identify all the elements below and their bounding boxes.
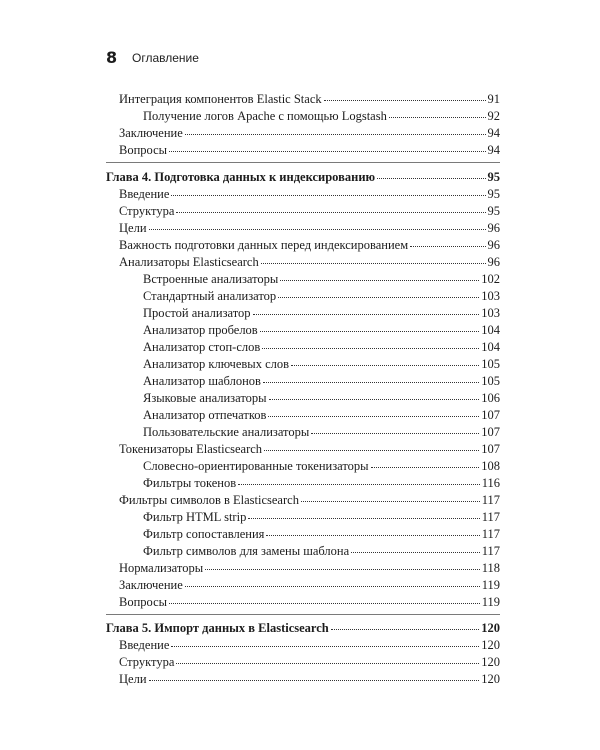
toc-entry[interactable] [143, 271, 500, 287]
toc-entry-title: Стандартный анализатор [143, 289, 277, 303]
toc-entry-page: 107 [481, 408, 500, 422]
toc-entry-title: Вопросы [119, 595, 168, 609]
toc-entry-page: 119 [481, 595, 500, 609]
dot-leader [269, 398, 480, 400]
toc-entry-page: 92 [487, 109, 500, 123]
dot-leader [264, 449, 479, 451]
toc-entry-title: Анализатор пробелов [143, 323, 258, 337]
toc-chapter-page: 95 [487, 170, 500, 184]
toc-entry[interactable] [143, 424, 500, 440]
toc-entry-page: 108 [481, 459, 500, 473]
toc-entry[interactable] [143, 458, 500, 474]
toc-entry[interactable] [143, 356, 500, 372]
toc-entry-page: 94 [487, 143, 500, 157]
toc-entry[interactable] [119, 237, 500, 253]
toc-entry[interactable] [143, 288, 500, 304]
section-divider [106, 162, 500, 163]
toc-entry[interactable] [119, 492, 500, 508]
toc-chapter-page: 120 [481, 621, 500, 635]
toc-entry-page: 120 [481, 655, 500, 669]
toc-entry-page: 117 [481, 493, 500, 507]
toc-entry-title: Встроенные анализаторы [143, 272, 279, 286]
toc-entry[interactable] [119, 186, 500, 202]
toc-entry[interactable] [119, 671, 500, 687]
toc-entry-title: Цели [119, 672, 147, 686]
dot-leader [268, 415, 479, 417]
dot-leader [176, 662, 479, 664]
toc-entry-page: 91 [487, 92, 500, 106]
toc-entry[interactable] [119, 577, 500, 593]
toc-entry[interactable] [119, 254, 500, 270]
toc-entry-page: 116 [481, 476, 500, 490]
toc-entry[interactable] [143, 526, 500, 542]
toc-entry-page: 107 [481, 442, 500, 456]
toc-entry[interactable] [143, 108, 500, 124]
toc-entry[interactable] [119, 560, 500, 576]
section-divider [106, 614, 500, 615]
dot-leader [176, 211, 485, 213]
toc-entry-title: Структура [119, 655, 175, 669]
dot-leader [291, 364, 479, 366]
toc-entry-page: 120 [481, 638, 500, 652]
toc-entry-page: 118 [481, 561, 500, 575]
running-title: Оглавление [132, 51, 199, 65]
page-number: 8 [106, 48, 118, 67]
toc-entry[interactable] [143, 339, 500, 355]
toc-entry[interactable] [143, 373, 500, 389]
toc-entry-title: Заключение [119, 578, 183, 592]
toc-entry-page: 95 [487, 204, 500, 218]
toc-entry-title: Языковые анализаторы [143, 391, 267, 405]
toc-entry[interactable] [143, 390, 500, 406]
dot-leader [263, 381, 479, 383]
toc-entry-title: Простой анализатор [143, 306, 251, 320]
toc-entry-page: 117 [481, 527, 500, 541]
dot-leader [324, 99, 486, 101]
toc-entry-page: 120 [481, 672, 500, 686]
toc-entry[interactable] [143, 322, 500, 338]
dot-leader [205, 568, 480, 570]
dot-leader [410, 245, 485, 247]
dot-leader [278, 296, 479, 298]
toc-entry[interactable] [143, 305, 500, 321]
toc-entry-title: Анализатор отпечатков [143, 408, 267, 422]
toc-entry[interactable] [143, 407, 500, 423]
dot-leader [185, 133, 486, 135]
toc-entry-title: Введение [119, 638, 170, 652]
toc-entry-page: 105 [481, 374, 500, 388]
toc-entry[interactable] [119, 594, 500, 610]
toc-entry-page: 94 [487, 126, 500, 140]
toc-entry[interactable] [119, 654, 500, 670]
toc-entry-page: 103 [481, 306, 500, 320]
toc-entry-page: 105 [481, 357, 500, 371]
toc-entry-title: Получение логов Apache с помощью Logstash [143, 109, 387, 123]
toc-entry-title: Заключение [119, 126, 183, 140]
dot-leader [253, 313, 480, 315]
toc-entry[interactable] [119, 220, 500, 236]
dot-leader [171, 645, 479, 647]
toc-entry-page: 103 [481, 289, 500, 303]
toc-entry-title: Нормализаторы [119, 561, 204, 575]
toc-entry-title: Фильтры символов в Elasticsearch [119, 493, 299, 507]
toc-entry-page: 104 [481, 340, 500, 354]
toc-entry-title: Анализаторы Elasticsearch [119, 255, 259, 269]
dot-leader [260, 330, 480, 332]
toc-entry[interactable] [119, 637, 500, 653]
toc-entry-page: 102 [481, 272, 500, 286]
toc-entry-page: 106 [481, 391, 500, 405]
dot-leader [301, 500, 480, 502]
toc-entry-title: Фильтр символов для замены шаблона [143, 544, 350, 558]
dot-leader [266, 534, 479, 536]
dot-leader [149, 679, 480, 681]
toc-entry-title: Важность подготовки данных перед индексированием [119, 238, 409, 252]
toc-entry-title: Фильтр HTML strip [143, 510, 247, 524]
toc-chapter-4[interactable] [106, 169, 500, 185]
toc-entry[interactable] [119, 441, 500, 457]
toc-chapter-title: Глава 4. Подготовка данных к индексированию [106, 170, 376, 184]
dot-leader [149, 228, 486, 230]
dot-leader [331, 628, 479, 630]
toc-entry-page: 107 [481, 425, 500, 439]
toc-entry-title: Анализатор стоп-слов [143, 340, 261, 354]
toc-entry-page: 96 [487, 221, 500, 235]
toc-entry[interactable] [143, 509, 500, 525]
toc-entry-page: 117 [481, 544, 500, 558]
toc-entry-page: 104 [481, 323, 500, 337]
dot-leader [377, 177, 485, 179]
dot-leader [171, 194, 485, 196]
dot-leader [238, 483, 480, 485]
toc-entry[interactable] [119, 203, 500, 219]
toc-entry-title: Словесно-ориентированные токенизаторы [143, 459, 369, 473]
dot-leader [169, 602, 480, 604]
toc-chapter-title: Глава 5. Импорт данных в Elasticsearch [106, 621, 329, 635]
dot-leader [248, 517, 479, 519]
dot-leader [351, 551, 480, 553]
toc-entry-page: 117 [481, 510, 500, 524]
toc-entry-title: Структура [119, 204, 175, 218]
dot-leader [185, 585, 480, 587]
toc-entry-title: Анализатор ключевых слов [143, 357, 290, 371]
toc-entry-title: Цели [119, 221, 147, 235]
dot-leader [280, 279, 479, 281]
dot-leader [311, 432, 479, 434]
dot-leader [261, 262, 486, 264]
toc-entry-page: 119 [481, 578, 500, 592]
dot-leader [389, 116, 486, 118]
toc-entry-title: Фильтр сопоставления [143, 527, 265, 541]
dot-leader [169, 150, 485, 152]
toc-entry-title: Токенизаторы Elasticsearch [119, 442, 263, 456]
toc-entry[interactable] [143, 475, 500, 491]
toc-entry[interactable] [119, 125, 500, 141]
toc-entry[interactable] [119, 142, 500, 158]
toc-entry-title: Фильтры токенов [143, 476, 237, 490]
dot-leader [262, 347, 479, 349]
toc-entry[interactable] [143, 543, 500, 559]
toc-entry-title: Интеграция компонентов Elastic Stack [119, 92, 322, 106]
toc-entry-page: 95 [487, 187, 500, 201]
dot-leader [371, 466, 480, 468]
toc-entry-title: Введение [119, 187, 170, 201]
toc-entry-page: 96 [487, 255, 500, 269]
toc-entry-title: Вопросы [119, 143, 168, 157]
toc-chapter-5[interactable] [106, 620, 500, 636]
toc-entry-page: 96 [487, 238, 500, 252]
toc-entry[interactable] [119, 91, 500, 107]
toc-entry-title: Анализатор шаблонов [143, 374, 261, 388]
toc-entry-title: Пользовательские анализаторы [143, 425, 310, 439]
